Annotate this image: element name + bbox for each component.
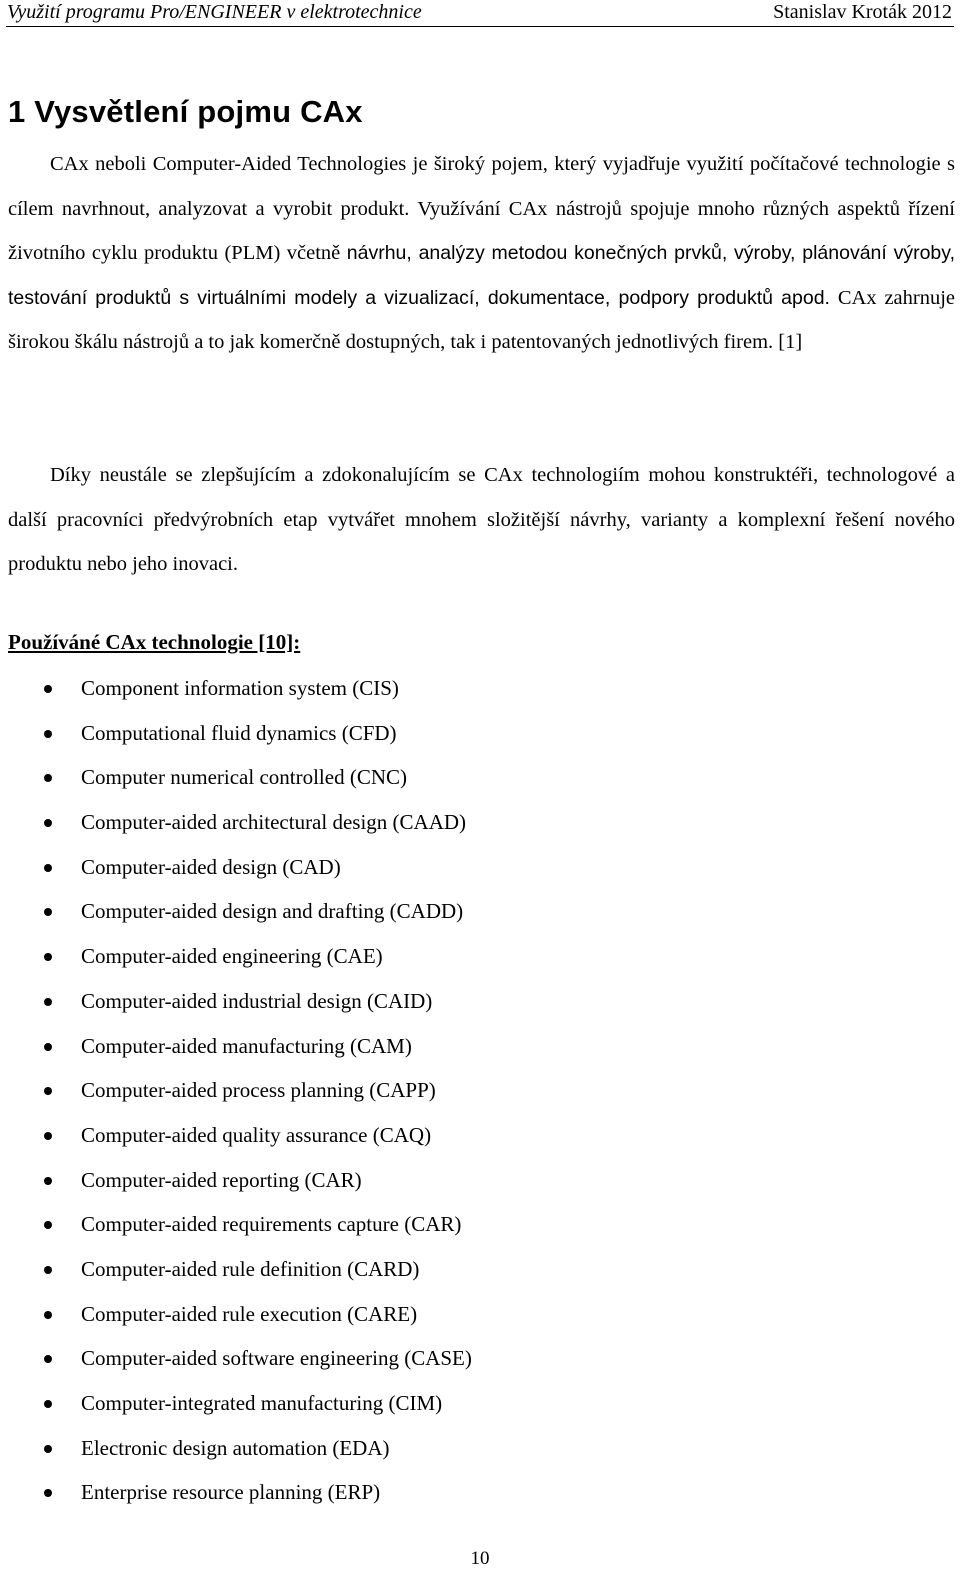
list-item-text: Computer numerical controlled (CNC) bbox=[81, 765, 408, 790]
list-item-text: Component information system (CIS) bbox=[81, 676, 399, 700]
bullet-icon bbox=[44, 1266, 52, 1274]
list-item bbox=[0, 1292, 472, 1337]
bullet-icon bbox=[44, 908, 52, 916]
bullet-icon bbox=[44, 1400, 52, 1408]
list-item bbox=[0, 755, 472, 800]
intro-text-sans: návrhu, analýzy metodou konečných prvků, výroby, plánování výroby, testování produktů s virtuálními modely a vizualizací, dokumentace, podpory produktů apod. bbox=[8, 242, 955, 309]
list-item bbox=[0, 800, 472, 845]
bullet-icon bbox=[44, 819, 52, 827]
intro-text-serif: CAx neboli Computer-Aided Technologies je široký pojem, který vyjadřuje využití počítačové technologie s cílem navrhnout, analyzovat a vyrobit produkt. Využívání CAx nástrojů spojuje mnoho různých aspektů řízení životního cyklu produktu (PLM) včetně bbox=[8, 153, 955, 265]
list-item-text: Computer-aided design and drafting (CADD) bbox=[81, 899, 464, 924]
intro-text-serif-3: širokou škálu nástrojů a to jak komerčně dostupných, tak i patentovaných jednotlivých firem. bbox=[8, 331, 774, 354]
second-paragraph-text: Díky neustále se zlepšujícím a zdokonalujícím se CAx technologiím mohou konstruktéři, technologové a další pracovníci předvýrobních etap vytvářet mnohem složitější návrhy, varianty a komplexní řešení nového produktu nebo jeho inovaci. bbox=[8, 464, 955, 576]
list-item-text: Computer-aided manufacturing (CAM) bbox=[81, 1033, 412, 1058]
second-paragraph bbox=[8, 453, 955, 587]
list-item bbox=[0, 934, 472, 979]
list-item-text: Computer-aided rule execution (CARE) bbox=[81, 1301, 418, 1326]
bullet-icon bbox=[44, 1043, 52, 1051]
list-item bbox=[0, 1247, 472, 1292]
document-title: Využití programu Pro/ENGINEER v elektrotechnice bbox=[7, 1, 422, 23]
list-item bbox=[0, 979, 472, 1024]
list-item-text: Computer-aided industrial design (CAID) bbox=[81, 988, 433, 1013]
technology-list bbox=[0, 666, 472, 1515]
header-divider bbox=[6, 26, 954, 27]
section-heading: 1 Vysvětlení pojmu CAx bbox=[8, 94, 363, 129]
list-item-text: Computer-aided process planning (CAPP) bbox=[81, 1078, 436, 1103]
list-item bbox=[0, 1158, 472, 1203]
list-item bbox=[0, 1336, 472, 1381]
list-item-text: Computer-aided rule definition (CARD) bbox=[81, 1256, 420, 1281]
intro-text-serif-2: CAx zahrnuje bbox=[837, 286, 956, 309]
list-item bbox=[0, 1426, 472, 1471]
bullet-icon bbox=[44, 864, 52, 872]
list-item-text: Computer-aided quality assurance (CAQ) bbox=[81, 1122, 432, 1147]
list-item bbox=[0, 889, 472, 934]
list-item-text: Computer-aided engineering (CAE) bbox=[81, 944, 383, 969]
list-item-text: Computer-aided reporting (CAR) bbox=[81, 1167, 362, 1192]
bullet-icon bbox=[44, 774, 52, 782]
list-item-text: Computer-aided requirements capture (CAR) bbox=[81, 1212, 462, 1237]
list-heading: Používáné CAx technologie [10]: bbox=[8, 630, 301, 654]
bullet-icon bbox=[44, 730, 52, 738]
list-item bbox=[0, 666, 472, 711]
page-header bbox=[0, 0, 960, 28]
bullet-icon bbox=[44, 1489, 52, 1497]
bullet-icon bbox=[44, 1132, 52, 1140]
page-number: 10 bbox=[470, 1548, 490, 1569]
list-item bbox=[0, 1202, 472, 1247]
list-item-text: Computational fluid dynamics (CFD) bbox=[81, 720, 397, 745]
bullet-icon bbox=[44, 1311, 52, 1319]
bullet-icon bbox=[44, 998, 52, 1006]
list-item bbox=[0, 711, 472, 756]
list-item-text: Electronic design automation (EDA) bbox=[81, 1435, 390, 1460]
list-item-text: Computer-aided design (CAD) bbox=[81, 854, 341, 879]
list-item-text: Computer-aided software engineering (CASE) bbox=[81, 1346, 472, 1371]
bullet-icon bbox=[44, 1355, 52, 1363]
list-item-text: Computer-aided architectural design (CAAD) bbox=[81, 810, 467, 835]
list-item bbox=[0, 1113, 472, 1158]
list-item bbox=[0, 845, 472, 890]
citation-ref: [1] bbox=[778, 331, 803, 354]
list-item bbox=[0, 1381, 472, 1426]
bullet-icon bbox=[44, 1087, 52, 1095]
bullet-icon bbox=[44, 953, 52, 961]
list-item-text: Enterprise resource planning (ERP) bbox=[81, 1480, 381, 1505]
bullet-icon bbox=[44, 1221, 52, 1229]
intro-paragraph bbox=[8, 142, 955, 365]
author-year: Stanislav Kroták 2012 bbox=[773, 1, 952, 23]
list-item bbox=[0, 1470, 472, 1515]
bullet-icon bbox=[44, 1177, 52, 1185]
bullet-icon bbox=[44, 685, 52, 693]
bullet-icon bbox=[44, 1445, 52, 1453]
list-item bbox=[0, 1024, 472, 1069]
list-item-text: Computer-integrated manufacturing (CIM) bbox=[81, 1391, 443, 1415]
list-item bbox=[0, 1068, 472, 1113]
